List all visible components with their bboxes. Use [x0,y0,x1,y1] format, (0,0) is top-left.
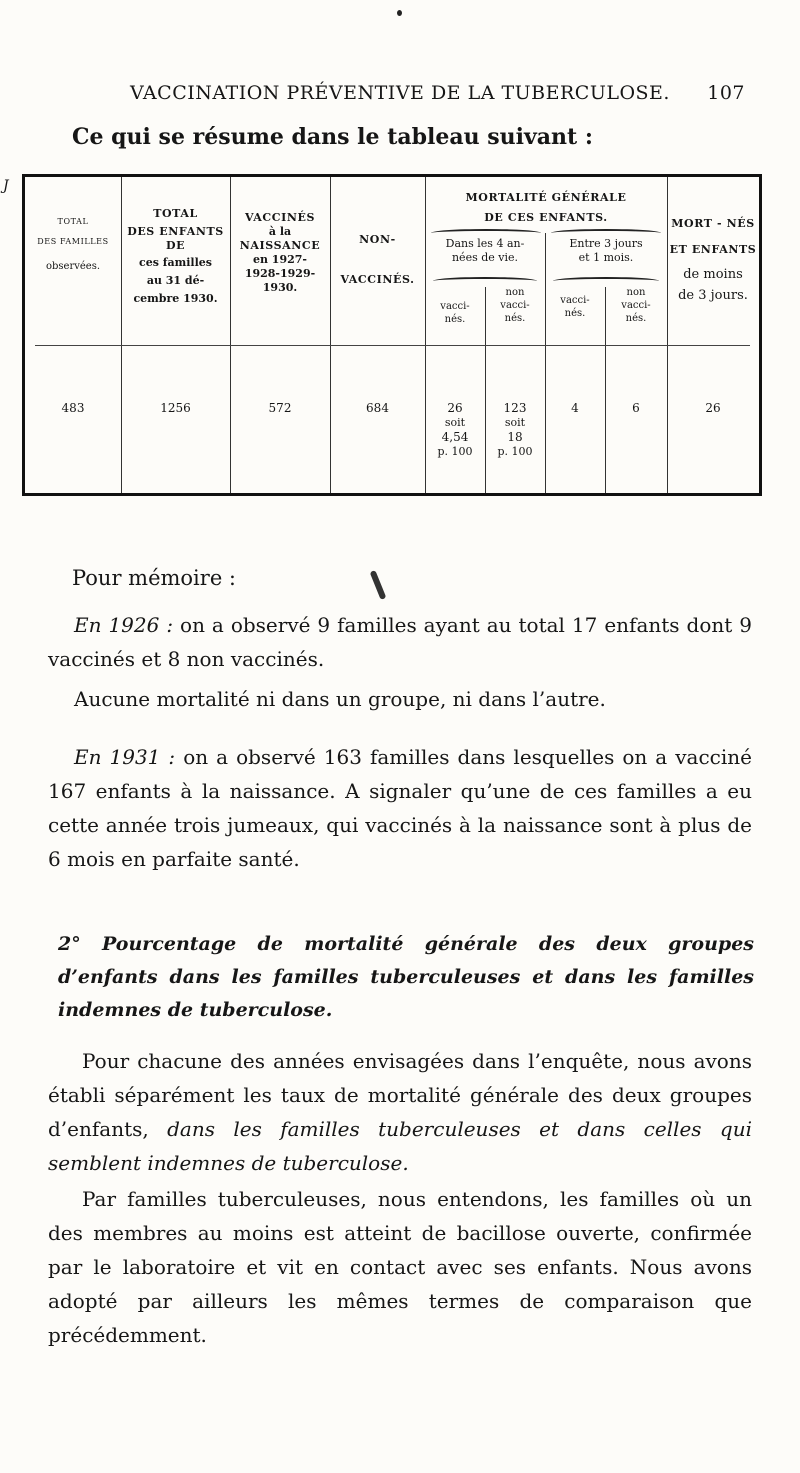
text-enquete: Pour chacune des années envisagées dans l’enquête, nous avons établi séparément les taux de mortalité générale des deux groupes d’enfants, [48,1049,752,1141]
ink-stroke [370,570,387,600]
running-header [130,82,745,104]
col-divider [330,177,331,493]
paragraph-1926 [48,608,752,676]
margin-mark: J [3,178,9,194]
value-enfants: 1256 [160,401,191,415]
text-1926: on a observé 9 familles ayant au total 17 enfants dont 9 vaccinés et 8 non vaccinés. [48,613,752,671]
value-mortalite-4a-non-vaccines: 123 soit 18 p. 100 [497,401,533,458]
col-divider [545,233,546,493]
intro-line: Ce qui se résume dans le tableau suivant : [72,124,593,150]
paragraph-1931 [48,740,752,876]
header-rule [35,345,750,346]
header-mort-nes: MORT - NÉS ET ENFANTS de moins de 3 jours. [669,217,757,303]
value-vaccines: 572 [268,401,292,415]
ink-dot [397,10,402,16]
date-1926: En 1926 : [74,613,174,637]
value-mort-nes: 26 [705,401,721,415]
header-vaccines-4a: vacci- nés. [440,301,470,325]
paragraph-aucune: Aucune mortalité ni dans un groupe, ni dans l’autre. [74,687,606,711]
value-mortalite-3j-non-vaccines: 6 [632,401,640,415]
header-total-enfants: TOTAL DES ENFANTS DE ces familles au 31 dé- cembre 1930. [127,207,224,306]
header-non-vaccines-4a: non vacci- nés. [500,287,530,324]
summary-table [22,174,762,496]
header-vaccines: VACCINÉS à la NAISSANCE en 1927- 1928-1929- 1930. [239,211,321,295]
header-3-jours-1-mois: Entre 3 jours et 1 mois. [569,237,643,265]
header-4-annees: Dans les 4 an- nées de vie. [445,237,525,265]
paragraph-familles-tuberculeuses: Par familles tuberculeuses, nous entendons, les familles où un des membres au moins est atteint de bacillose ouverte, confirmée par le laboratoire et vit en contact avec ses enfants. Nous avons adopté par ailleurs les mêmes termes de comparaison que précédemment. [48,1187,752,1347]
brace-3-jours [551,229,661,237]
page-number: 107 [707,82,745,104]
section-heading-2: 2° Pourcentage de mortalité générale des deux groupes d’enfants dans les familles tuberculeuses et dans les familles indemnes de tuberculose. [58,933,754,1021]
value-non-vaccines: 684 [366,401,389,415]
value-mortalite-3j-vaccines: 4 [571,401,579,415]
brace-sub-3-jours [553,277,659,285]
brace-4-annees [431,229,541,237]
running-title: VACCINATION PRÉVENTIVE DE LA TUBERCULOSE. [130,82,670,104]
text-1931: on a observé 163 familles dans lesquelles on a vacciné 167 enfants à la naissance. A signaler qu’une de ces familles a eu cette année trois jumeaux, qui vaccinés à la naissance sont à plus de 6 mois en parfaite santé. [48,745,752,871]
text-enquete-italic: dans les familles tuberculeuses et dans celles qui semblent indemnes de tuberculose. [48,1117,752,1175]
date-1931: En 1931 : [74,745,176,769]
header-non-vaccines-3j: non vacci- nés. [621,287,651,324]
value-mortalite-4a-vaccines: 26 soit 4,54 p. 100 [437,401,473,458]
paragraph-enquete [48,1044,752,1180]
header-mortalite-generale: MORTALITÉ GÉNÉRALE DE CES ENFANTS. [465,191,627,225]
value-familles: 483 [61,401,85,415]
memo-heading: Pour mémoire : [72,566,236,590]
brace-sub-4-annees [433,277,537,285]
header-total-familles: TOTAL DES FAMILLES observées. [37,217,109,273]
header-vaccines-3j: vacci- nés. [560,295,590,319]
header-non-vaccines: NON- VACCINÉS. [340,233,415,287]
